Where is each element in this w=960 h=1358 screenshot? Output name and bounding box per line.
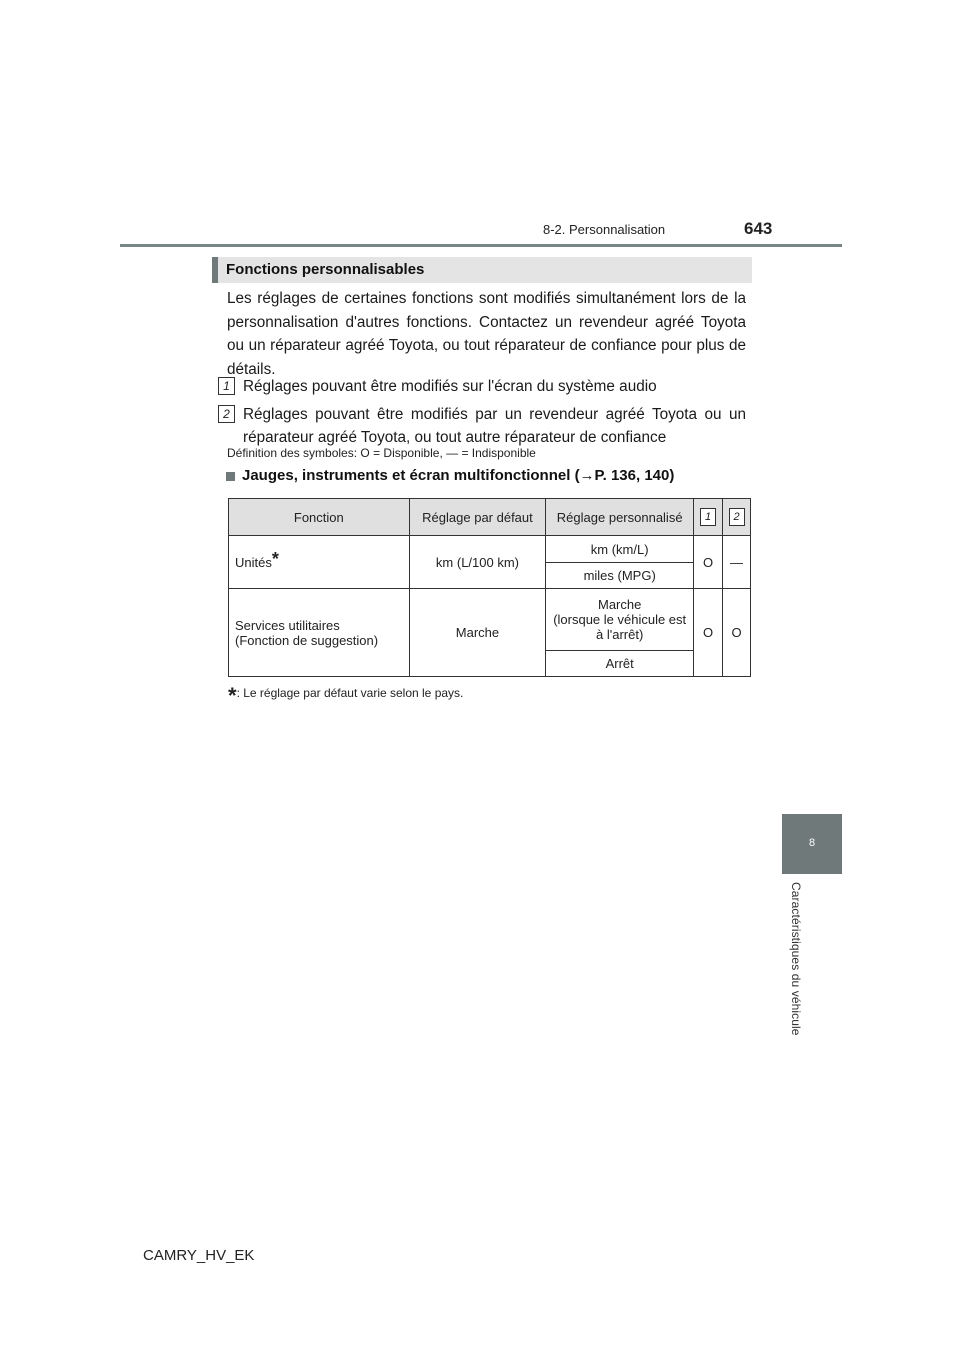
table-row (229, 536, 751, 563)
chapter-label: Caractéristiques du véhicule (789, 882, 803, 1036)
section-title: Fonctions personnalisables (226, 261, 425, 278)
cell-default: km (L/100 km) (409, 536, 546, 589)
number-1-icon: 1 (700, 508, 716, 526)
footnote-star: * (228, 683, 237, 708)
item-number-1-icon: 1 (218, 377, 235, 395)
header-default: Réglage par défaut (409, 499, 546, 536)
chapter-number: 8 (808, 837, 816, 849)
number-2-icon: 2 (729, 508, 745, 526)
symbols-definition: Définition des symboles: O = Disponible, — = Indisponible (227, 446, 536, 460)
table-row (229, 589, 751, 651)
chapter-tab (782, 814, 842, 874)
header-num-1 (694, 499, 723, 536)
header-function: Fonction (229, 499, 410, 536)
section-accent (212, 257, 218, 283)
item-2-text: Réglages pouvant être modifiés par un revendeur agréé Toyota ou un réparateur agréé Toyota, ou tout autre réparateur de confiance (243, 406, 746, 446)
settings-table (228, 498, 751, 677)
item-1-text: Réglages pouvant être modifiés sur l'écran du système audio (243, 378, 657, 395)
cell-function (229, 589, 410, 677)
page-number: 643 (744, 219, 773, 238)
footnote-text: : Le réglage par défaut varie selon le pays. (236, 686, 464, 700)
cell-col2: O (723, 589, 751, 677)
function-label: Unités (235, 554, 272, 570)
header-num-2 (723, 499, 751, 536)
footer-code: CAMRY_HV_EK (143, 1247, 255, 1264)
cell-function (229, 536, 410, 589)
cell-custom: km (km/L) (546, 536, 694, 563)
cell-custom: Arrêt (546, 651, 694, 677)
cell-custom (546, 589, 694, 651)
custom-line: (lorsque le véhicule est (553, 612, 687, 627)
header-divider (120, 244, 842, 247)
square-bullet-icon (226, 472, 235, 481)
item-number-2-icon: 2 (218, 405, 235, 423)
header-custom: Réglage personnalisé (546, 499, 694, 536)
function-label-line: (Fonction de suggestion) (235, 632, 379, 648)
header-section-title: 8-2. Personnalisation (543, 222, 666, 237)
cell-col1: O (694, 536, 723, 589)
subsection-heading: Jauges, instruments et écran multifonctionnel (→P. 136, 140) (242, 467, 675, 484)
cell-col2: — (723, 536, 751, 589)
cell-custom: miles (MPG) (546, 563, 694, 589)
function-label-line: Services utilitaires (235, 617, 340, 633)
footnote (228, 683, 463, 709)
custom-line: Marche (598, 597, 642, 612)
cell-col1: O (694, 589, 723, 677)
intro-paragraph: Les réglages de certaines fonctions sont modifiés simultanément lors de la personnalisation d'autres fonctions. Contactez un revendeur agréé Toyota ou un réparateur agréé Toyota, ou tout réparateur de confiance pour plus de détails. (227, 290, 746, 378)
cell-default: Marche (409, 589, 546, 677)
table-header-row (229, 499, 751, 536)
custom-line: à l'arrêt) (596, 627, 644, 642)
section-heading-bar (212, 257, 752, 283)
asterisk-mark: * (271, 548, 279, 569)
